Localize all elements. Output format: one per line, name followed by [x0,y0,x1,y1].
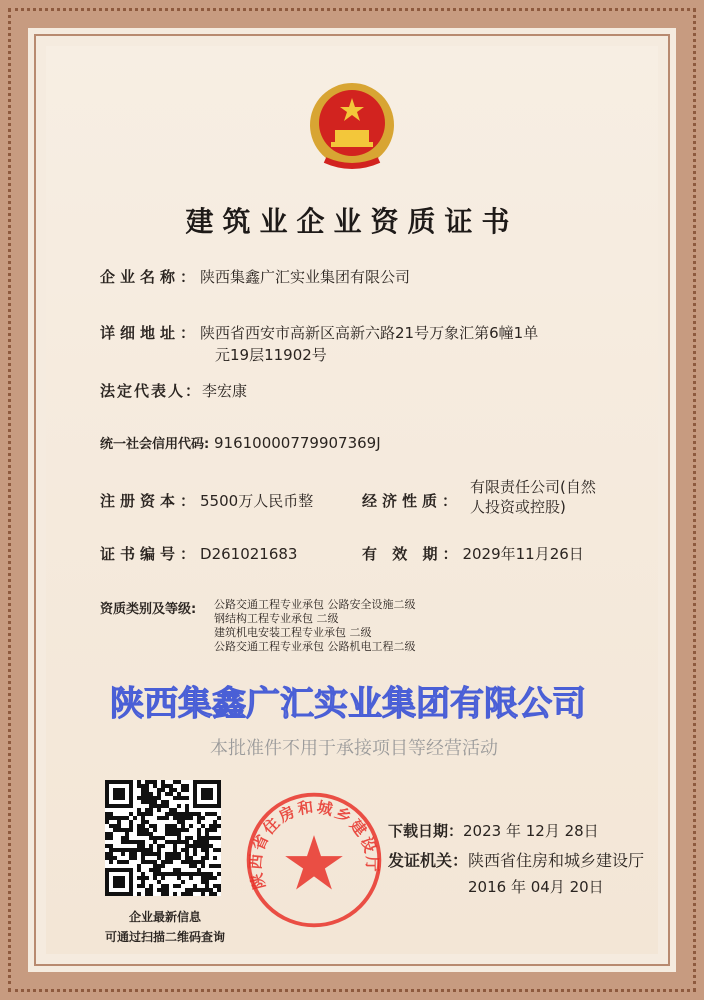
qualification-item: 钢结构工程专业承包 二级 [214,612,339,625]
capital-label: 注册资本： [100,492,201,510]
legal-rep-row [100,380,247,401]
credit-code: 91610000779907369J [213,434,381,452]
address-label: 详细地址： [100,324,201,342]
cert-no-row [100,543,297,564]
official-seal-icon [244,790,384,930]
company-label: 企业名称： [100,268,201,286]
qualification-item: 公路交通工程专业承包 公路机电工程二级 [214,640,416,653]
cert-no: D261021683 [200,545,298,563]
qualification-item: 建筑机电安装工程专业承包 二级 [214,626,372,639]
issue-date: 2016 年 04月 20日 [468,878,604,896]
svg-text:陕西省住房和城乡建设厅: 陕西省住房和城乡建设厅 [246,798,381,892]
download-date: 2023 年 12月 28日 [463,822,599,840]
cert-no-label: 证书编号： [100,545,201,563]
download-row [388,820,599,841]
qualification-item: 公路交通工程专业承包 公路安全设施二级 [214,598,416,611]
qualification-list [214,598,416,654]
valid-row [362,543,584,564]
company-row [100,266,410,287]
address-row [100,322,538,343]
qr-code[interactable] [105,780,221,896]
address-line1: 陕西省西安市高新区高新六路21号万象汇第6幢1单 [200,324,539,342]
address-line2: 元19层11902号 [215,346,327,364]
qual-label: 资质类别及等级: [100,602,197,617]
credit-code-label: 统一社会信用代码: [100,437,210,452]
nature-value: 有限责任公司(自然 人投资或控股) [470,478,596,516]
legal-rep-label: 法定代表人： [100,382,203,400]
capital: 5500万人民币整 [200,492,314,510]
company-name: 陕西集鑫广汇实业集团有限公司 [200,268,411,286]
valid-label: 有 效 期： [362,545,463,563]
issuer-label: 发证机关： [388,851,469,870]
issuer: 陕西省住房和城乡建设厅 [468,851,645,870]
certificate-title: 建筑业企业资质证书 [185,205,519,238]
download-label: 下载日期： [388,822,464,840]
qr-caption-line2: 可通过扫描二维码查询 [104,930,225,944]
company-watermark: 陕西集鑫广汇实业集团有限公司 [110,684,586,724]
capital-row [100,490,313,511]
issuer-row [388,848,644,871]
nature-label: 经济性质： [362,492,463,510]
national-emblem-icon [305,80,399,174]
qr-caption-line1: 企业最新信息 [128,910,201,924]
legal-rep: 李宏康 [202,382,248,400]
credit-code-row [100,433,381,452]
notice-watermark: 本批准件不用于承接项目等经营活动 [210,738,498,759]
valid-date: 2029年11月26日 [462,545,584,563]
